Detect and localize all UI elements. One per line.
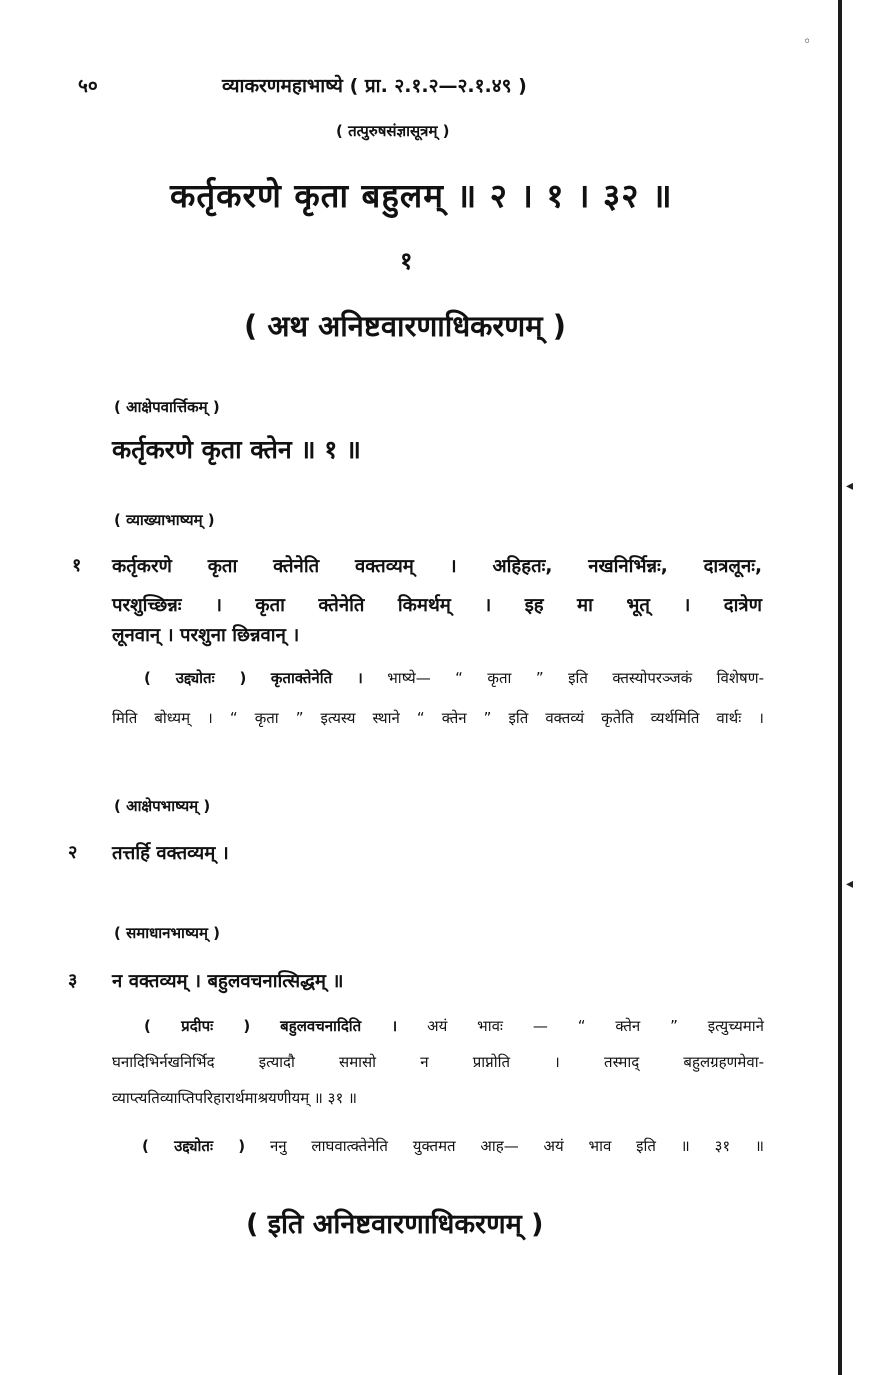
vartika-label: ( आक्षेपवार्त्तिकम् ) (114, 398, 220, 416)
paragraph-number-1: १ (72, 555, 82, 576)
akshepa-text: तत्तर्हि वक्तव्यम् । (112, 843, 229, 864)
pradipa-comment-line-2: घनादिभिर्नखनिर्भिद इत्यादौ समासो न प्राप्नोति । तस्माद् बहुलग्रहणमेवा- (112, 1053, 764, 1071)
page-edge-line (838, 0, 842, 1375)
vyakhya-line-1: कर्तृकरणे कृता क्तेनेति वक्तव्यम् । अहिहतः, नखनिर्भिन्नः, दात्रलूनः, (112, 556, 762, 577)
uddyota-comment-line-1 (144, 668, 764, 688)
sutra-title: कर्तृकरणे कृता बहुलम् ॥ २ । १ । ३२ ॥ (170, 176, 673, 215)
pradipa-line-1-text: अयं भावः — “ क्तेन ” इत्युच्यमाने (427, 1017, 764, 1035)
sutra-kind-label: ( तत्पुरुषसंज्ञासूत्रम् ) (336, 122, 450, 140)
adhikarana-start-heading: ( अथ अनिष्टवारणाधिकरणम् ) (244, 309, 566, 343)
samadhana-text: न वक्तव्यम् । बहुलवचनात्सिद्धम् ॥ (112, 971, 344, 992)
vyakhya-label: ( व्याख्याभाष्यम् ) (114, 511, 215, 529)
vartika-text: कर्तृकरणे कृता क्तेन ॥ १ ॥ (112, 435, 361, 464)
uddyota-2-text: ननु लाघवात्क्तेनेति युक्तमत आह— अयं भाव इति ॥ ३१ ॥ (269, 1137, 764, 1155)
scan-speck-mark: ◦ (803, 34, 812, 50)
uddyota-label: ( उद्द्योतः ) (144, 669, 247, 687)
pradipa-comment-line-3: व्याप्त्यतिव्याप्तिपरिहारार्थमाश्रयणीयम् ॥ ३१ ॥ (112, 1089, 358, 1107)
page-number: ५० (78, 75, 98, 97)
pradipa-comment-line-1 (144, 1016, 764, 1036)
pradipa-label: ( प्रदीपः ) (144, 1017, 251, 1035)
akshepa-label: ( आक्षेपभाष्यम् ) (114, 797, 211, 815)
uddyota-line-1-text: भाष्ये— “ कृता ” इति क्तस्योपरञ्जकं विशेषण- (387, 669, 764, 687)
vyakhya-line-3: लूनवान् । परशुना छिन्नवान् । (112, 625, 300, 646)
vyakhya-line-2: परशुच्छिन्नः । कृता क्तेनेति किमर्थम् । इह मा भूत् । दात्रेण (112, 595, 762, 616)
uddyota-comment-2-line (142, 1136, 764, 1156)
paragraph-number-3: ३ (68, 970, 78, 991)
pradipa-head: बहुलवचनादिति । (280, 1017, 398, 1035)
adhikarana-end-heading: ( इति अनिष्टवारणाधिकरणम् ) (246, 1209, 544, 1240)
paragraph-number-2: २ (68, 842, 78, 863)
samadhana-label: ( समाधानभाष्यम् ) (114, 924, 221, 942)
scan-edge-mark-2: ◂ (846, 876, 854, 892)
section-number: १ (400, 247, 413, 275)
running-title: व्याकरणमहाभाष्ये ( प्रा. २.१.२—२.१.४९ ) (222, 75, 527, 97)
uddyota-2-label: ( उद्द्योतः ) (142, 1137, 246, 1155)
uddyota-head: कृताक्तेनेति । (270, 669, 363, 687)
uddyota-comment-line-2: मिति बोध्यम् । “ कृता ” इत्यस्य स्थाने “ क्तेन ” इति वक्तव्यं कृतेति व्यर्थमिति वार्थः । (112, 709, 764, 727)
scan-edge-mark-1: ◂ (846, 478, 854, 494)
